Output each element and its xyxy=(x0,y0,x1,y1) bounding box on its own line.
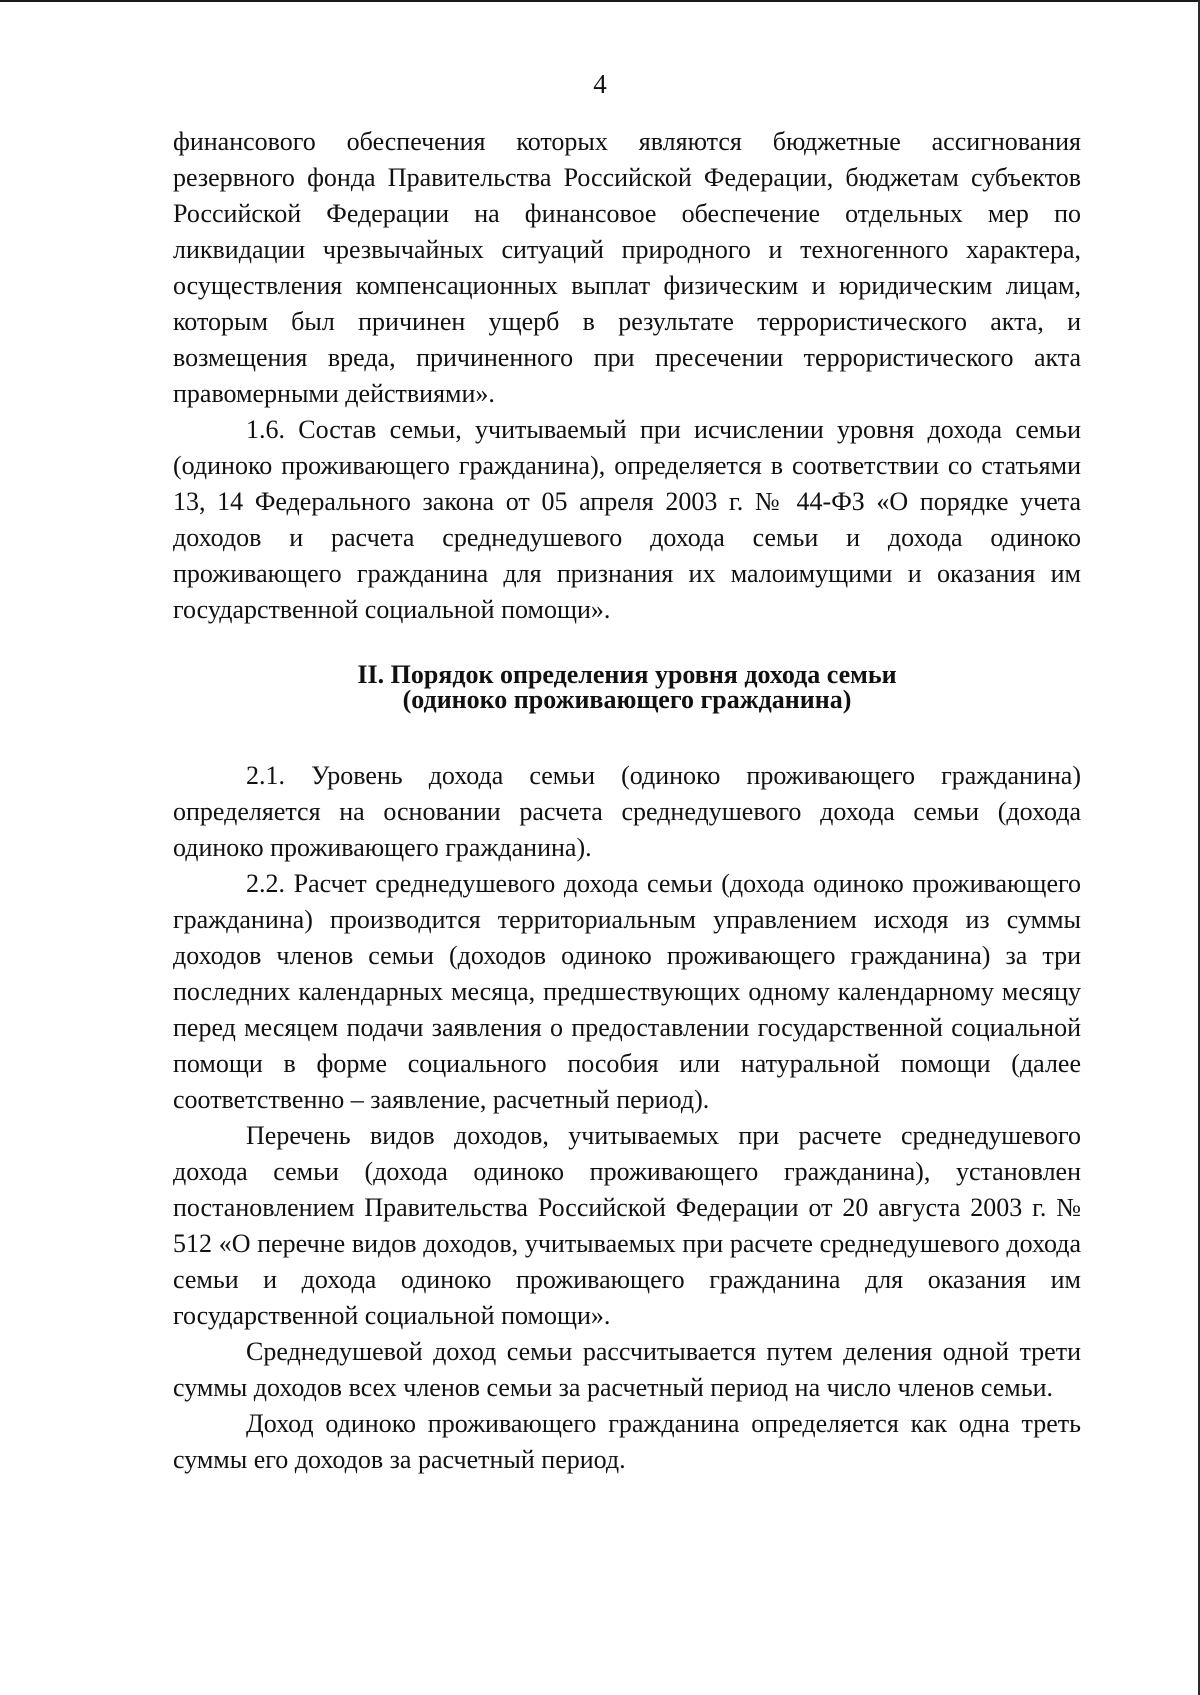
document-body xyxy=(173,124,1081,1478)
paragraph-1-6: 1.6. Состав семьи, учитываемый при исчислении уровня дохода семьи (одиноко проживающего гражданина), определяется в соответствии со статьями 13, 14 Федерального закона от 05 апреля 2003 г. № 44-ФЗ «О порядке учета доходов и расчета среднедушевого дохода семьи и дохода одиноко проживающего гражданина для признания их малоимущими и оказания им государственной социальной помощи». xyxy=(173,415,1081,624)
page-number: 4 xyxy=(593,69,607,99)
section-heading-line-2: (одиноко проживающего гражданина) xyxy=(402,685,852,714)
paragraph-2-1: 2.1. Уровень дохода семьи (одиноко проживающего гражданина) определяется на основании расчета среднедушевого дохода семьи (дохода одиноко проживающего гражданина). xyxy=(173,761,1081,862)
paragraph-single-income: Доход одиноко проживающего гражданина определяется как одна треть суммы его доходов за расчетный период. xyxy=(173,1409,1081,1474)
section-heading xyxy=(173,662,1081,712)
paragraph-income-types: Перечень видов доходов, учитываемых при расчете среднедушевого дохода семьи (дохода одиноко проживающего гражданина), установлен постановлением Правительства Российской Федерации от 20 августа 2003 г. № 512 «О перечне видов доходов, учитываемых при расчете среднедушевого дохода семьи и дохода одиноко проживающего гражданина для оказания им государственной социальной помощи». xyxy=(173,1121,1081,1330)
section-heading-line-1: II. Порядок определения уровня дохода семьи xyxy=(357,660,897,689)
paragraph-continuation: финансового обеспечения которых являются бюджетные ассигнования резервного фонда Правительства Российской Федерации, бюджетам субъектов Российской Федерации на финансовое обеспечение отдельных мер по ликвидации чрезвычайных ситуаций природного и техногенного характера, осуществления компенсационных выплат физическим и юридическим лицам, которым был причинен ущерб в результате террористического акта, и возмещения вреда, причиненного при пресечении террористического акта правомерными действиями». xyxy=(173,127,1081,408)
paragraph-2-2: 2.2. Расчет среднедушевого дохода семьи (дохода одиноко проживающего гражданина) производится территориальным управлением исходя из суммы доходов членов семьи (доходов одиноко проживающего гражданина) за три последних календарных месяца, предшествующих одному календарному месяцу перед месяцем подачи заявления о предоставлении государственной социальной помощи в форме социального пособия или натуральной помощи (далее соответственно – заявление, расчетный период). xyxy=(173,869,1081,1114)
paragraph-average-income: Среднедушевой доход семьи рассчитывается путем деления одной трети суммы доходов всех членов семьи за расчетный период на число членов семьи. xyxy=(173,1337,1081,1402)
scan-edge-top xyxy=(0,0,1200,2)
